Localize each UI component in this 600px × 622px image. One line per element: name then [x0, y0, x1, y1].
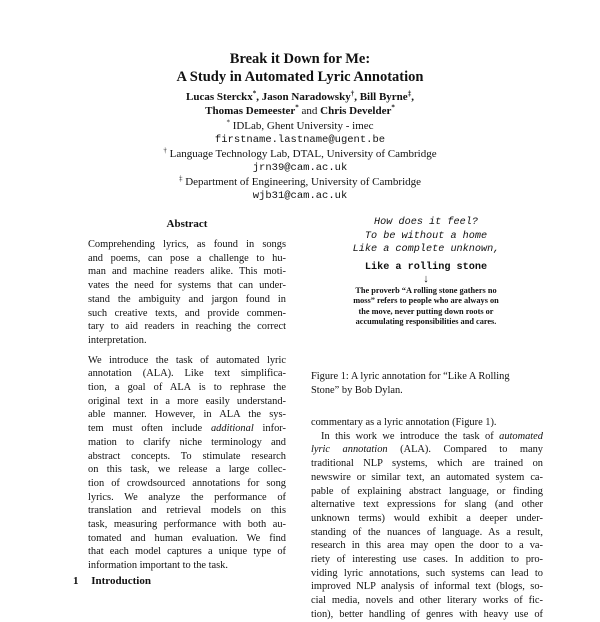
annotation-line: moss” refers to people who are always on	[353, 296, 499, 306]
author-mark: †	[350, 89, 355, 98]
text-line: vates the need for systems that can under-	[88, 280, 286, 292]
email: wjb31@cam.ac.uk	[252, 190, 348, 202]
affiliation-mark: ‡	[178, 174, 183, 183]
text-line: pable of explaining abstract language, or finding	[311, 485, 543, 497]
lyric-line: Like a complete unknown,	[352, 244, 500, 255]
author-name: Lucas Sterckx	[186, 91, 253, 103]
figure-1	[310, 216, 542, 328]
section-heading-introduction	[73, 575, 293, 587]
separator: ,	[256, 91, 262, 103]
text-line: tion of crowdsourced annotations for song	[88, 477, 286, 489]
emphasis: lyric annotation	[311, 444, 388, 456]
affiliation-mark: †	[163, 146, 167, 155]
text-line: improved NLP analysis of informal text (blogs, so-	[311, 581, 543, 593]
affiliation	[0, 147, 600, 161]
text-line: such creative texts, and provide commen-	[88, 307, 286, 319]
abstract-heading: Abstract	[166, 218, 208, 230]
figure-annotation	[310, 286, 542, 328]
email: firstname.lastname@ugent.be	[214, 134, 386, 146]
text-line: cial media, novels and other literary works of fic-	[311, 595, 543, 607]
text-line: stand the ambiguity and jargon found in	[88, 293, 286, 305]
title-line-2: A Study in Automated Lyric Annotation	[176, 69, 424, 85]
text-line: Comprehending lyrics, as found in songs	[88, 239, 286, 250]
affiliations	[0, 119, 600, 203]
lyric-line: How does it feel?	[374, 217, 478, 228]
text-line: able manner. However, in ALA the sys-	[88, 409, 286, 421]
emphasis: automated	[499, 430, 543, 442]
abstract-body	[88, 238, 286, 579]
text-line: tem must often include additional infor-	[88, 423, 286, 435]
text-line: task, measuring performance with both au-	[88, 519, 286, 531]
down-arrow-icon: ↓	[423, 272, 429, 285]
text-line: translation and retrieval models on this	[88, 505, 286, 517]
text-line: traditional NLP systems, which are trained on	[311, 458, 543, 470]
author-name: Thomas Demeester	[205, 105, 296, 117]
author-list	[0, 90, 600, 118]
affiliation	[0, 175, 600, 189]
section-number: 1	[73, 575, 79, 587]
text-line: tomated and human evaluation. We find	[88, 532, 286, 544]
annotation-line: accumulating responsibilities and cares.	[355, 317, 497, 327]
text-line: tion, a goal of ALA is to rephrase the	[88, 382, 286, 394]
emphasis: additional	[210, 423, 254, 435]
authors-line-2	[0, 104, 600, 118]
text-line: riety of interesting use cases. In addition to pro-	[311, 554, 543, 566]
figure-lyrics	[310, 216, 542, 257]
affiliation-name: Department of Engineering, University of Cambridge	[185, 176, 422, 188]
paper-title	[0, 50, 600, 86]
text-line: newswire or similar text, an automated system ca-	[311, 471, 543, 483]
author-mark: ‡	[407, 89, 412, 98]
title-line-1: Break it Down for Me:	[229, 51, 371, 67]
text-line: commentary as a lyric annotation (Figure 1).	[311, 417, 497, 428]
text-line: In this work we introduce the task of automated	[321, 430, 543, 442]
author-name: Chris Develder	[320, 105, 392, 117]
author-name: Bill Byrne	[359, 91, 408, 103]
text-line: man and machine readers alike. This moti-	[88, 266, 286, 278]
text-line: viding lyric annotations, such systems can lead to	[311, 567, 543, 579]
caption-line: Figure 1: A lyric annotation for “Like A Rolling	[311, 371, 510, 382]
separator: and	[298, 105, 321, 117]
text-line: tion), better handling of genres with heavy use of	[311, 608, 543, 620]
highlighted-lyric: Like a rolling stone	[364, 261, 488, 273]
affiliation-mark: *	[226, 118, 230, 127]
author-mark: *	[391, 103, 395, 112]
annotation-line: The proverb “A rolling stone gathers no	[355, 285, 497, 295]
affiliation	[0, 119, 600, 133]
text-line: annotation (ALA). Like text simplifica-	[88, 368, 286, 380]
text-line: original text in a more easily understand-	[88, 395, 286, 407]
text-line: lyrics. We analyze the performance of	[88, 491, 286, 503]
lyric-line: To be without a home	[364, 230, 488, 242]
text-line: interpretation.	[88, 334, 147, 346]
abstract-paragraph-2	[88, 354, 286, 573]
text-line: standing of the nuances of language. As a result,	[311, 526, 543, 538]
author-mark: *	[252, 89, 257, 98]
author-name: Jason Naradowsky	[261, 91, 351, 103]
abstract-paragraph-1	[88, 238, 286, 348]
annotation-line: the move, never putting down roots or	[358, 306, 494, 316]
text-line: We introduce the task of automated lyric	[88, 354, 286, 366]
text-line: alternative text expressions for slang (and other	[311, 499, 543, 511]
separator: ,	[411, 91, 414, 103]
separator: ,	[354, 91, 360, 103]
figure-caption	[311, 370, 543, 397]
text-line: that each model captures a unique type of	[88, 546, 286, 558]
text-line: information important to the task.	[88, 560, 228, 572]
affiliation-name: Language Technology Lab, DTAL, University of Cambridge	[169, 148, 437, 160]
text-line: abstract concepts. To stimulate research	[88, 450, 286, 462]
text-line: research in this area may open the door to a va-	[311, 540, 543, 552]
section-title: Introduction	[91, 575, 151, 587]
affiliation-name: IDLab, Ghent University - imec	[232, 120, 374, 132]
text-line: and poems, can pose a challenge to hu-	[88, 252, 286, 264]
intro-body	[311, 416, 543, 622]
text-line: lyric annotation (ALA). Compared to many	[311, 444, 543, 456]
authors-line-1	[0, 90, 600, 104]
text-line: tary to aid readers in reaching the correct	[88, 321, 286, 333]
text-line: unknown terms) would exhibit a deeper under-	[311, 512, 543, 524]
text-line: mation to clarify niche terminology and	[88, 436, 286, 448]
email: jrn39@cam.ac.uk	[252, 162, 348, 174]
text-line: on this task, we release a large collec-	[88, 464, 286, 476]
caption-line: Stone” by Bob Dylan.	[311, 384, 403, 396]
author-mark: *	[295, 103, 299, 112]
